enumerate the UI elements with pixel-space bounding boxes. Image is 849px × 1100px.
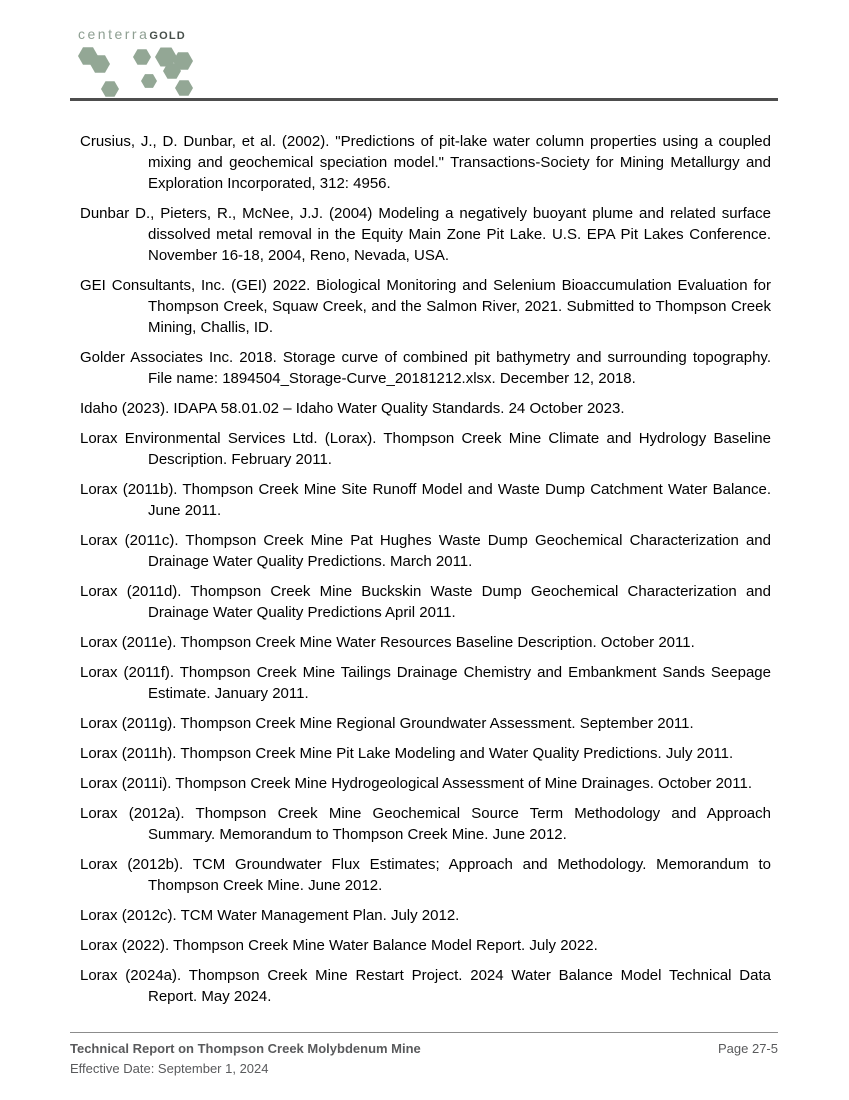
reference-item: Lorax Environmental Services Ltd. (Lorax). Thompson Creek Mine Climate and Hydrology Baseline Description. February 2011. [80, 430, 771, 468]
reference-item: Lorax (2011g). Thompson Creek Mine Regional Groundwater Assessment. September 2011. [80, 715, 694, 732]
references-list [80, 131, 771, 1016]
reference-item: GEI Consultants, Inc. (GEI) 2022. Biological Monitoring and Selenium Bioaccumulation Evaluation for Thompson Creek, Squaw Creek, and the Salmon River, 2021. Submitted to Thompson Creek Mining, Challis, ID. [80, 277, 771, 336]
footer-divider [70, 1032, 778, 1033]
footer-effective-date: Effective Date: September 1, 2024 [70, 1061, 269, 1076]
hexagon-cluster-icon [70, 40, 210, 105]
footer-left-block [70, 1039, 421, 1079]
logo-wordmark-centerra: centerra [78, 26, 150, 42]
reference-item: Idaho (2023). IDAPA 58.01.02 – Idaho Water Quality Standards. 24 October 2023. [80, 400, 625, 417]
reference-item: Lorax (2012b). TCM Groundwater Flux Estimates; Approach and Methodology. Memorandum to Thompson Creek Mine. June 2012. [80, 856, 771, 894]
footer-page-number: Page 27-5 [718, 1041, 778, 1056]
reference-item: Golder Associates Inc. 2018. Storage curve of combined pit bathymetry and surrounding topography. File name: 1894504_Storage-Curve_20181212.xlsx. December 12, 2018. [80, 349, 771, 387]
reference-item: Lorax (2011e). Thompson Creek Mine Water Resources Baseline Description. October 2011. [80, 634, 695, 651]
reference-item: Dunbar D., Pieters, R., McNee, J.J. (2004) Modeling a negatively buoyant plume and related surface dissolved metal removal in the Equity Main Zone Pit Lake. U.S. EPA Pit Lakes Conference. November 16-18, 2004, Reno, Nevada, USA. [80, 205, 771, 264]
page-footer [70, 1039, 778, 1079]
reference-item: Lorax (2011h). Thompson Creek Mine Pit Lake Modeling and Water Quality Predictions. July 2011. [80, 745, 734, 762]
reference-item: Lorax (2012c). TCM Water Management Plan. July 2012. [80, 907, 460, 924]
logo-wordmark-gold: GOLD [149, 30, 186, 42]
reference-item: Crusius, J., D. Dunbar, et al. (2002). "Predictions of pit-lake water column properties using a coupled mixing and geochemical speciation model." Transactions-Society for Mining Metallurgy and Exploration Incorporated, 312: 4956. [80, 133, 771, 192]
header-divider [70, 98, 778, 101]
reference-item: Lorax (2011c). Thompson Creek Mine Pat Hughes Waste Dump Geochemical Characterization and Drainage Water Quality Predictions. March 2011. [80, 532, 771, 570]
reference-item: Lorax (2012a). Thompson Creek Mine Geochemical Source Term Methodology and Approach Summary. Memorandum to Thompson Creek Mine. June 2012. [80, 805, 771, 843]
reference-item: Lorax (2022). Thompson Creek Mine Water Balance Model Report. July 2022. [80, 937, 598, 954]
reference-item: Lorax (2011f). Thompson Creek Mine Tailings Drainage Chemistry and Embankment Sands Seepage Estimate. January 2011. [80, 664, 771, 702]
reference-item: Lorax (2011i). Thompson Creek Mine Hydrogeological Assessment of Mine Drainages. October 2011. [80, 775, 753, 792]
reference-item: Lorax (2011d). Thompson Creek Mine Buckskin Waste Dump Geochemical Characterization and Drainage Water Quality Predictions April 2011. [80, 583, 771, 621]
reference-item: Lorax (2024a). Thompson Creek Mine Restart Project. 2024 Water Balance Model Technical Data Report. May 2024. [80, 967, 771, 1005]
reference-item: Lorax (2011b). Thompson Creek Mine Site Runoff Model and Waste Dump Catchment Water Balance. June 2011. [80, 481, 771, 519]
centerra-gold-logo [78, 26, 238, 104]
footer-report-title: Technical Report on Thompson Creek Molybdenum Mine [70, 1041, 421, 1056]
